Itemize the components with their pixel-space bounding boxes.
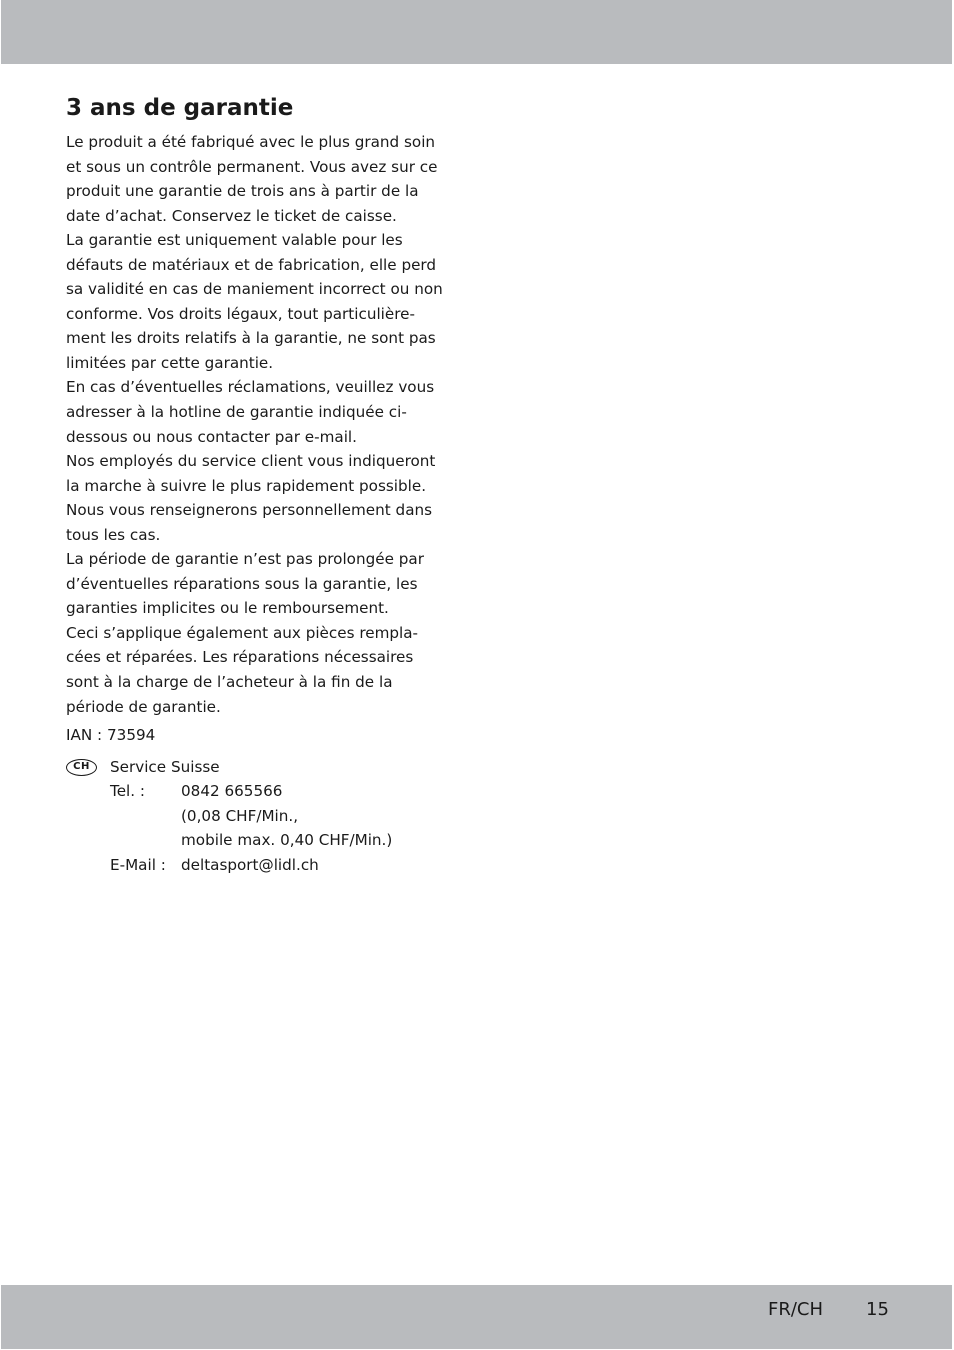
email-link[interactable]: deltasport@lidl.ch xyxy=(181,856,319,874)
body-line: période de garantie. xyxy=(66,697,221,716)
body-line: Le produit a été fabriqué avec le plus grand soin xyxy=(66,133,436,151)
email-label: E-Mail : xyxy=(110,856,166,874)
service-title: Service Suisse xyxy=(110,758,220,776)
body-line: Nous vous renseignerons personnellement dans xyxy=(66,501,433,520)
tel-rate: (0,08 CHF/Min., xyxy=(181,807,299,825)
body-line: et sous un contrôle permanent. Vous avez sur ce xyxy=(66,157,438,176)
body-line: Nos employés du service client vous indiqueront xyxy=(66,452,436,471)
header-band xyxy=(1,0,952,64)
tel-rate-mobile: mobile max. 0,40 CHF/Min.) xyxy=(181,831,393,849)
body-line: La garantie est uniquement valable pour les xyxy=(66,231,403,250)
body-line: sont à la charge de l’acheteur à la fin de la xyxy=(66,673,393,692)
body-line: garanties implicites ou le remboursement. xyxy=(66,599,389,618)
page-title: 3 ans de garantie xyxy=(66,95,294,121)
body-line: dessous ou nous contacter par e-mail. xyxy=(66,427,357,446)
body-line: En cas d’éventuelles réclamations, veuillez vous xyxy=(66,378,435,397)
body-line: La période de garantie n’est pas prolongée par xyxy=(66,550,424,569)
body-line: limitées par cette garantie. xyxy=(66,353,274,372)
tel-number[interactable]: 0842 665566 xyxy=(181,782,283,800)
body-line: cées et réparées. Les réparations nécessaires xyxy=(66,648,414,667)
body-line: tous les cas. xyxy=(66,525,161,544)
body-line: défauts de matériaux et de fabrication, elle perd xyxy=(66,255,437,274)
tel-label: Tel. : xyxy=(110,782,146,800)
body-line: la marche à suivre le plus rapidement possible. xyxy=(66,476,427,495)
body-line: Ceci s’applique également aux pièces rempla- xyxy=(66,623,419,642)
footer-language: FR/CH xyxy=(768,1299,824,1320)
body-line: sa validité en cas de maniement incorrect ou non xyxy=(66,280,443,299)
body-line: conforme. Vos droits légaux, tout particulière- xyxy=(66,304,415,323)
ch-country-icon: CH xyxy=(66,759,97,776)
body-line: d’éventuelles réparations sous la garantie, les xyxy=(66,574,418,593)
ian-number: IAN : 73594 xyxy=(66,726,156,744)
warranty-body xyxy=(66,130,466,719)
body-line: produit une garantie de trois ans à partir de la xyxy=(66,182,419,201)
body-line: ment les droits relatifs à la garantie, ne sont pas xyxy=(66,329,436,348)
page-number: 15 xyxy=(866,1299,889,1320)
body-line: date d’achat. Conservez le ticket de caisse. xyxy=(66,206,397,225)
body-line: adresser à la hotline de garantie indiquée ci- xyxy=(66,403,407,422)
